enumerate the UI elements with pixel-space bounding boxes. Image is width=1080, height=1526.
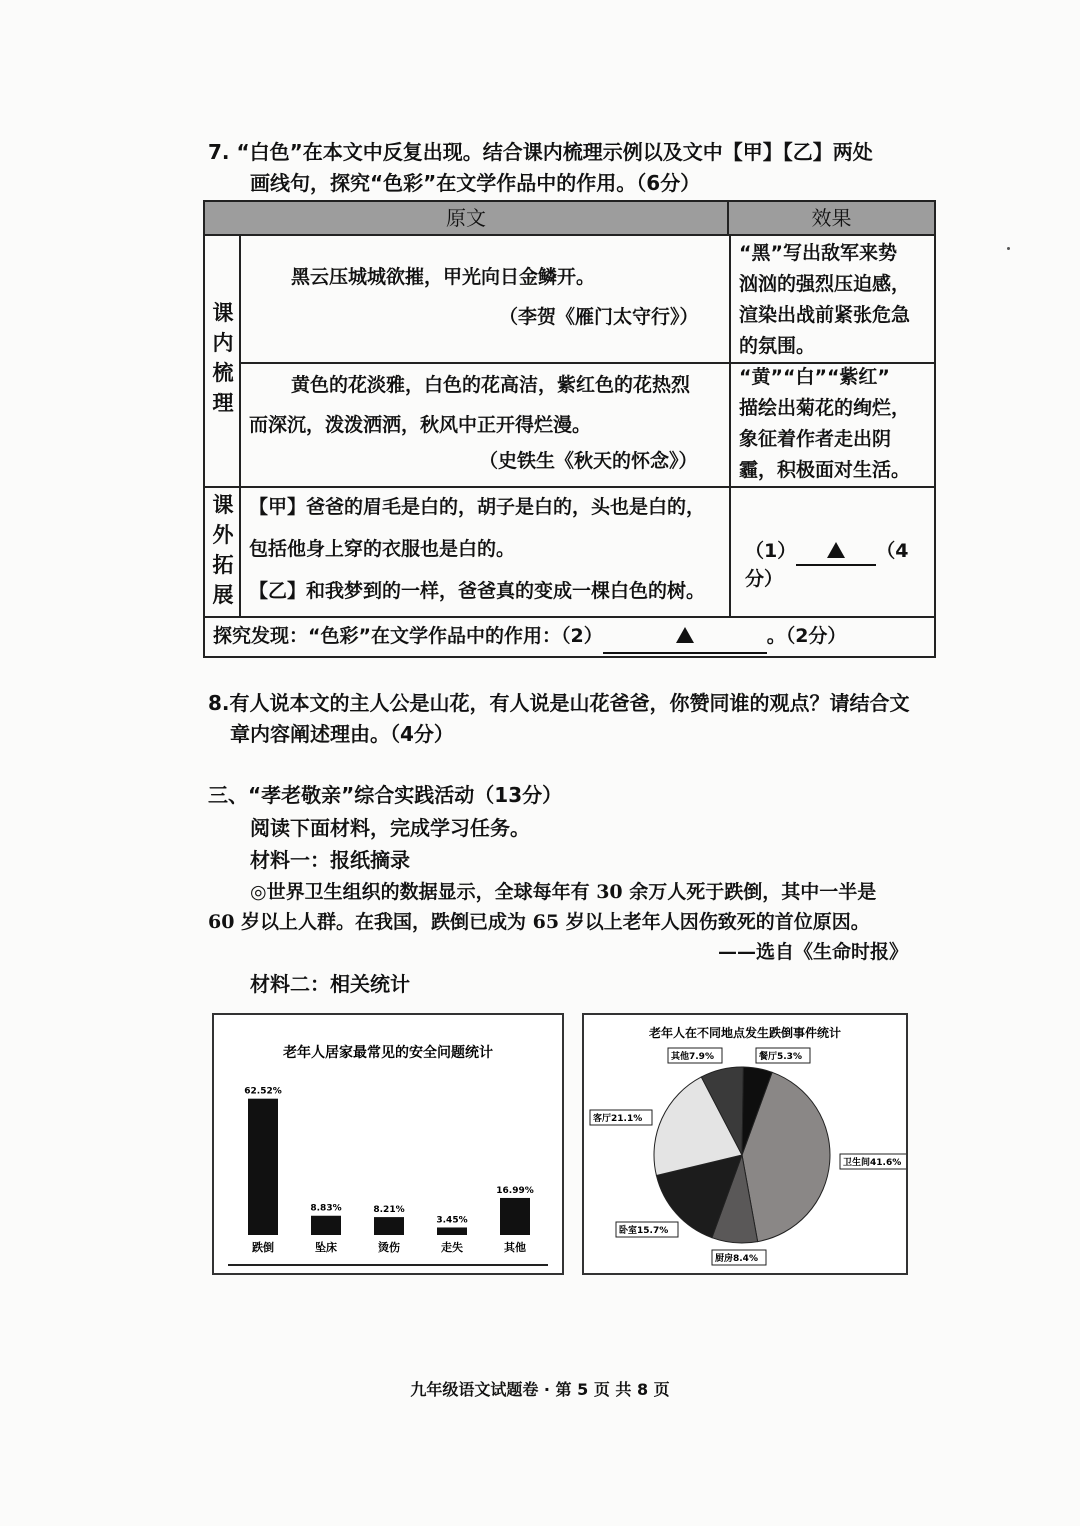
material-1-line2: 60 岁以上人群。在我国，跌倒已成为 65 岁以上老年人因伤致死的首位原因。 <box>208 911 870 933</box>
pie-label <box>668 1048 722 1063</box>
row3-divider <box>205 616 934 618</box>
pie-label-text: 其他7.9% <box>671 1052 714 1062</box>
question-7 <box>208 137 938 199</box>
scan-speck <box>1007 247 1010 250</box>
answer-blank-1[interactable] <box>796 538 876 566</box>
pie-label <box>840 1154 906 1169</box>
question-7-line2: 画线句，探究“色彩”在文学作品中的作用。（6分） <box>250 171 701 195</box>
color-analysis-table <box>203 200 936 658</box>
bar-category-label: 跌倒 <box>252 1241 274 1254</box>
bar-value-label: 8.83% <box>310 1203 342 1214</box>
finding-row <box>213 620 846 654</box>
row2-text-line2: 而深沉，泼泼洒洒，秋风中正开得烂漫。 <box>249 414 592 436</box>
pie-label <box>616 1222 678 1237</box>
triangle-icon <box>827 542 845 558</box>
row3-jia-line1: 【甲】爸爸的眉毛是白的，胡子是白的，头也是白的， <box>249 496 706 518</box>
pie-label <box>712 1250 766 1265</box>
pie-chart-title: 老年人在不同地点发生跌倒事件统计 <box>648 1026 842 1040</box>
question-8-line1: 8.有人说本文的主人公是山花，有人说是山花爸爸，你赞同谁的观点？请结合文 <box>208 691 910 715</box>
material-1-source: ——选自《生命时报》 <box>718 941 909 963</box>
pie-label-text: 卫生间41.6% <box>843 1158 902 1168</box>
header-effect: 效果 <box>811 206 852 230</box>
bar-烫伤 <box>374 1217 404 1235</box>
question-8 <box>208 688 938 750</box>
row1-source: （李贺《雁门太守行》） <box>499 306 699 328</box>
row2-effect: “黄”“白”“紫红” 描绘出菊花的绚烂， 象征着作者走出阴 霾，积极面对生活。 <box>739 366 911 481</box>
pie-chart-panel <box>582 1013 908 1275</box>
table-header <box>205 202 934 236</box>
row3-yi: 【乙】和我梦到的一样，爸爸真的变成一棵白色的树。 <box>249 580 706 602</box>
row2-text-line1: 黄色的花淡雅，白色的花高洁，紫红色的花热烈 <box>291 374 691 396</box>
section-3-instruction: 阅读下面材料，完成学习任务。 <box>250 816 530 840</box>
bar-value-label: 3.45% <box>436 1215 468 1226</box>
bar-跌倒 <box>248 1099 278 1235</box>
pie-label <box>590 1110 652 1125</box>
question-7-line1: 7. “白色”在本文中反复出现。结合课内梳理示例以及文中【甲】【乙】两处 <box>208 140 873 164</box>
pie-label-text: 客厅21.1% <box>593 1114 643 1124</box>
bar-value-label: 62.52% <box>244 1086 282 1097</box>
row2-source: （史铁生《秋天的怀念》） <box>479 450 698 472</box>
blank-1-score: （4分） <box>745 540 909 590</box>
bar-category-label: 坠床 <box>315 1241 337 1254</box>
triangle-icon <box>676 627 694 643</box>
row1-effect: “黑”写出敌军来势 汹汹的强烈压迫感， 渲染出战前紧张危急 的氛围。 <box>739 242 911 357</box>
bar-category-label: 走失 <box>441 1241 463 1254</box>
blank-1-prefix: （1） <box>745 540 797 562</box>
material-1-line1: ◎世界卫生组织的数据显示，全球每年有 30 余万人死于跌倒，其中一半是 <box>250 881 877 903</box>
pie-label-text: 卧室15.7% <box>619 1226 669 1236</box>
pie-chart <box>584 1015 906 1273</box>
bar-value-label: 8.21% <box>373 1205 405 1216</box>
label-in-class: 课 内 梳 理 <box>212 301 234 415</box>
bar-chart-title: 老年人居家最常见的安全问题统计 <box>283 1045 493 1061</box>
bar-category-label: 烫伤 <box>378 1241 400 1254</box>
row1-poem: 黑云压城城欲摧，甲光向日金鳞开。 <box>291 266 596 288</box>
bar-category-label: 其他 <box>504 1241 526 1254</box>
bar-chart <box>214 1015 562 1273</box>
row3-jia-line2: 包括他身上穿的衣服也是白的。 <box>249 538 516 560</box>
bar-value-label: 16.99% <box>496 1185 534 1196</box>
row3-answer-blank <box>745 538 934 592</box>
pie-label-text: 厨房8.4% <box>715 1254 758 1264</box>
page-footer: 九年级语文试题卷 · 第 5 页 共 8 页 <box>410 1380 670 1399</box>
question-8-line2: 章内容阐述理由。（4分） <box>230 722 454 746</box>
header-original: 原文 <box>205 202 729 234</box>
finding-suffix: 。（2分） <box>766 625 847 647</box>
bar-其他 <box>500 1198 530 1235</box>
section-3-title: 三、“孝老敬亲”综合实践活动（13分） <box>208 783 563 807</box>
pie-label <box>756 1048 810 1063</box>
material-2-title: 材料二：相关统计 <box>250 972 410 996</box>
effect-divider <box>729 236 731 616</box>
material-1-title: 材料一：报纸摘录 <box>250 848 410 872</box>
bar-坠床 <box>311 1216 341 1235</box>
pie-label-text: 餐厅5.3% <box>759 1052 802 1062</box>
bar-走失 <box>437 1227 467 1235</box>
bar-chart-panel <box>212 1013 564 1275</box>
finding-prefix: 探究发现：“色彩”在文学作品中的作用：（2） <box>213 625 603 647</box>
answer-blank-2[interactable] <box>603 620 767 654</box>
label-extension: 课 外 拓 展 <box>212 493 234 607</box>
